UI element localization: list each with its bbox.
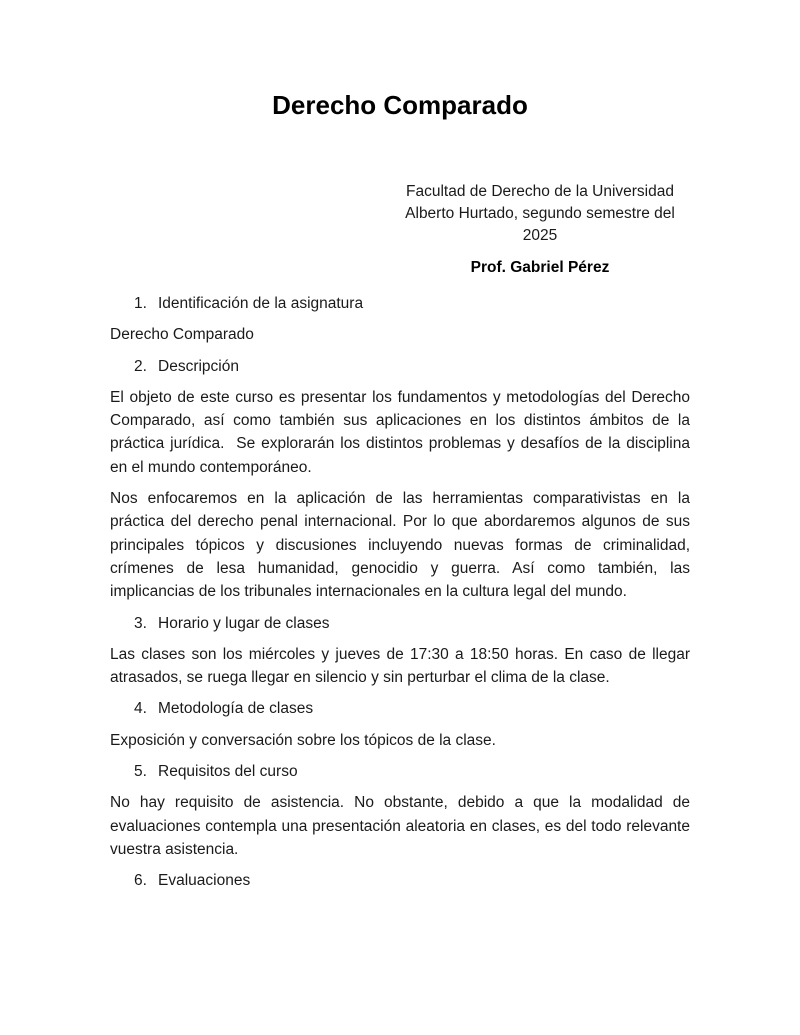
section-number: 4. (134, 700, 147, 718)
section-paragraph: No hay requisito de asistencia. No obstante, debido a que la modalidad de evaluaciones contempla una presentación aleatoria en clases, es del todo relevante vuestra asistencia. (110, 794, 690, 858)
section-paragraph: El objeto de este curso es presentar los fundamentos y metodologías del Derecho Comparado, así como también sus aplicaciones en los distintos ámbitos de la práctica jurídica. Se explorarán los distintos problemas y desafíos de la disciplina en el mundo contemporáneo. (110, 388, 690, 476)
section-paragraph: Nos enfocaremos en la aplicación de las herramientas comparativistas en la práctica del derecho penal internacional. Por lo que abordaremos algunos de sus principales tópicos y discusiones incluyendo nuevas formas de criminalidad, crímenes de lesa humanidad, genocidio y guerra. Así como también, las implicancias de los tribunales internacionales en la cultura legal del mundo. (110, 490, 690, 601)
section-heading-horario (110, 612, 690, 635)
section-number: 1. (134, 295, 147, 312)
institution-line-1: Facultad de Derecho de la Universidad (406, 183, 674, 200)
section-heading-text: Identificación de la asignatura (158, 295, 364, 312)
section-heading-requisitos (110, 760, 690, 783)
section-heading-text: Metodología de clases (158, 700, 314, 718)
section-heading-identificacion (110, 292, 690, 315)
section-heading-text: Evaluaciones (158, 872, 251, 890)
section-heading-metodologia (110, 697, 690, 720)
section-paragraph: Las clases son los miércoles y jueves de 17:30 a 18:50 horas. En caso de llegar atrasados, se ruega llegar en silencio y sin perturbar el clima de la clase. (110, 645, 690, 687)
institution-line-2: Alberto Hurtado, segundo semestre del (405, 205, 675, 222)
section-number: 5. (134, 763, 147, 781)
section-heading-text: Requisitos del curso (158, 763, 298, 781)
section-number: 2. (134, 357, 147, 375)
section-number: 3. (134, 614, 147, 632)
section-heading-text: Horario y lugar de clases (158, 614, 330, 632)
section-number: 6. (134, 872, 147, 890)
document-title: Derecho Comparado (272, 90, 528, 120)
professor-name: Prof. Gabriel Pérez (470, 259, 610, 276)
section-heading-descripcion (110, 355, 690, 378)
section-heading-evaluaciones (110, 869, 690, 892)
institution-block (394, 181, 686, 247)
section-paragraph: Derecho Comparado (110, 326, 254, 344)
institution-line-3: 2025 (522, 227, 558, 244)
section-paragraph: Exposición y conversación sobre los tópicos de la clase. (110, 731, 496, 749)
section-heading-text: Descripción (158, 357, 239, 375)
